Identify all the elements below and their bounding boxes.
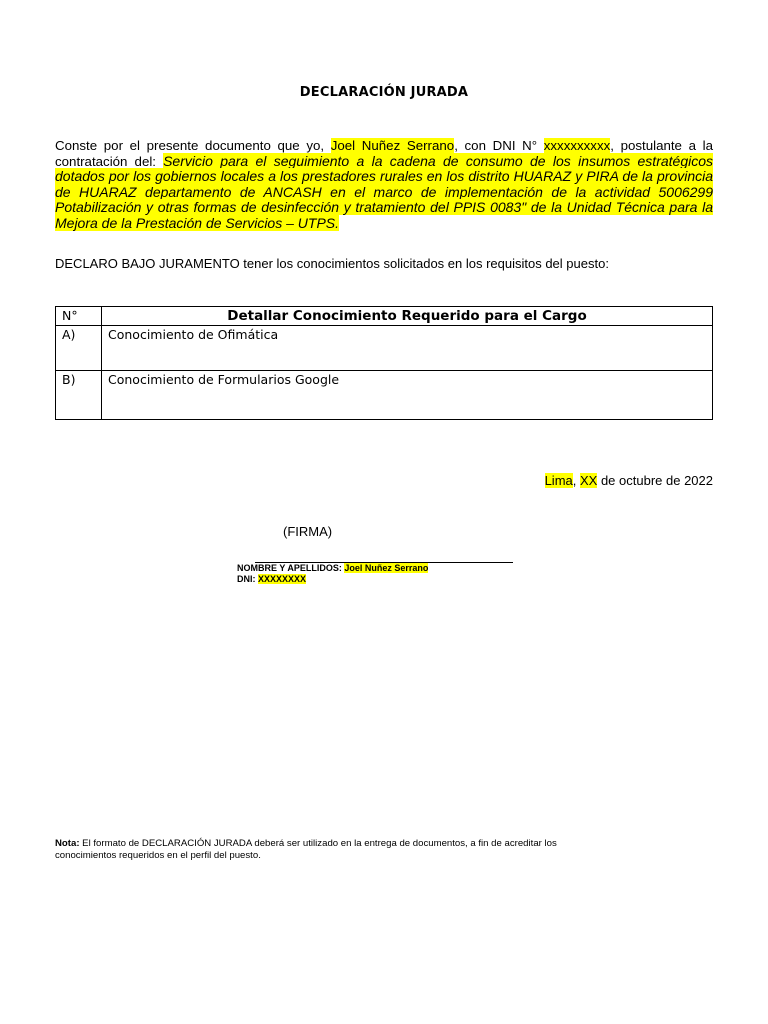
signature-dni-value: XXXXXXXX: [258, 574, 307, 584]
place-and-date: [545, 473, 713, 488]
signature-name-value: Joel Nuñez Serrano: [344, 563, 429, 573]
signature-name-line: [237, 563, 428, 574]
signature-placeholder: (FIRMA): [283, 524, 333, 539]
declaration-statement: DECLARO BAJO JURAMENTO tener los conocimientos solicitados en los requisitos del puesto:: [55, 256, 609, 271]
intro-text-3: , postulante a la contratación del:: [55, 138, 713, 169]
signature-block: [237, 563, 428, 585]
document-title: DECLARACIÓN JURADA: [299, 85, 469, 100]
footnote-label: Nota:: [55, 838, 80, 849]
footnote-text: El formato de DECLARACIÓN JURADA deberá ser utilizado en la entrega de documentos, a fin de acreditar los conocimientos requeridos en el perfil del puesto.: [55, 838, 557, 861]
day: XX: [580, 473, 598, 488]
intro-text-2: , con DNI N°: [454, 138, 544, 153]
place-separator: ,: [572, 473, 580, 488]
row-number: B): [56, 371, 102, 420]
table-header-row: [56, 307, 713, 326]
signature-name-label: NOMBRE Y APELLIDOS:: [237, 563, 345, 573]
row-number: A): [56, 326, 102, 371]
table-row: [56, 326, 713, 371]
footnote: [55, 838, 615, 861]
requirements-table: [55, 306, 713, 420]
city: Lima: [544, 473, 573, 488]
date-rest: de octubre de 2022: [597, 473, 713, 488]
row-description: Conocimiento de Ofimática: [102, 326, 713, 371]
column-header-number: N°: [56, 307, 102, 326]
applicant-dni: xxxxxxxxxx: [543, 138, 611, 153]
signature-dni-line: [237, 574, 428, 585]
signature-dni-label: DNI:: [237, 574, 258, 584]
service-description: Servicio para el seguimiento a la cadena de consumo de los insumos estratégicos dotados por los gobiernos locales a los prestadores rurales en los distrito HUARAZ y PIRA de la provincia de HUARAZ departamento de ANCASH en el marco de implementación de la actividad 5006299 Potabilización y otras formas de desinfección y tratamiento del PPIS 0083" de la Unidad Técnica para la Mejora de la Prestación de Servicios – UTPS.: [55, 152, 713, 231]
intro-paragraph: [55, 138, 713, 231]
column-header-description: Detallar Conocimiento Requerido para el Cargo: [102, 307, 713, 326]
row-description: Conocimiento de Formularios Google: [102, 371, 713, 420]
applicant-name: Joel Nuñez Serrano: [330, 138, 455, 153]
table-row: [56, 371, 713, 420]
intro-text-1: Conste por el presente documento que yo,: [55, 138, 331, 153]
